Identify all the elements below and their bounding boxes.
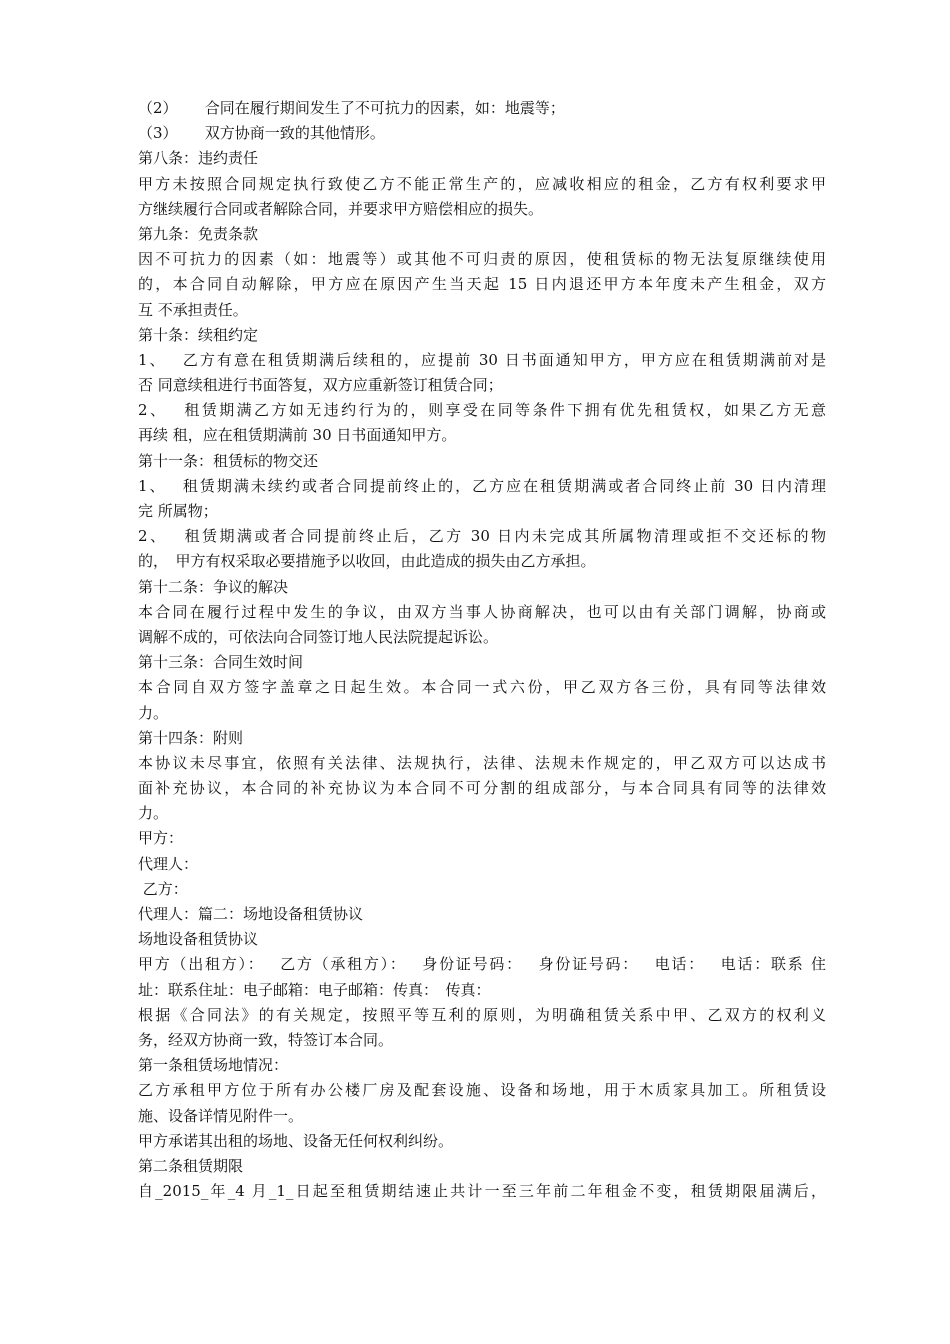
signature-label-party-b: 乙方：: [138, 879, 188, 898]
text-line: 否 同意续租进行书面答复，双方应重新签订租赁合同；: [138, 376, 503, 395]
section-heading: 第一条租赁场地情况：: [138, 1056, 289, 1075]
signature-label-party-a: 甲方：: [138, 829, 184, 848]
text-line: 自_2015_年_4 月_1_日起至租赁期结速止共计一至三年前二年租金不变，租赁期限届满后，: [138, 1182, 826, 1201]
text-line: 方继续履行合同或者解除合同，并要求甲方赔偿相应的损失。: [138, 199, 544, 218]
text-line: 甲方（出租方）： 乙方（承租方）： 身份证号码： 身份证号码： 电话： 电话：联系 住: [138, 955, 826, 974]
text-line: 互 不承担责任。: [138, 300, 248, 319]
signature-label-agent: 代理人：: [138, 854, 199, 873]
text-line: 因不可抗力的因素（如：地震等）或其他不可归责的原因，使租赁标的物无法复原继续使用: [138, 250, 826, 269]
text-line: 1、 租赁期满未续约或者合同提前终止的，乙方应在租赁期满或者合同终止前 30 日内清理: [138, 476, 826, 495]
document-page: [138, 96, 826, 1204]
document-subtitle: 场地设备租赁协议: [138, 930, 259, 949]
text-line: 力。: [138, 804, 169, 823]
text-line: 面补充协议，本合同的补充协议为本合同不可分割的组成部分，与本合同具有同等的法律效: [138, 779, 826, 798]
text-line: 甲方未按照合同规定执行致使乙方不能正常生产的，应减收相应的租金，乙方有权利要求甲: [138, 174, 826, 193]
text-line: （2） 合同在履行期间发生了不可抗力的因素，如：地震等；: [138, 99, 565, 117]
text-line: 代理人：篇二：场地设备租赁协议: [138, 905, 364, 923]
text-line: 根据《合同法》的有关规定，按照平等互利的原则，为明确租赁关系中甲、乙双方的权利义: [138, 1005, 826, 1024]
text-line: 址：联系住址：电子邮箱：电子邮箱：传真： 传真：: [138, 980, 491, 999]
section-heading: 第十二条：争议的解决: [138, 577, 289, 596]
text-line: 本协议未尽事宜，依照有关法律、法规执行，法律、法规未作规定的，甲乙双方可以达成书: [138, 753, 826, 772]
text-line: 再续 租，应在租赁期满前 30 日书面通知甲方。: [138, 426, 457, 445]
text-line: 本合同自双方签字盖章之日起生效。本合同一式六份，甲乙双方各三份，具有同等法律效: [138, 678, 826, 697]
text-line: 务，经双方协商一致，特签订本合同。: [138, 1030, 394, 1049]
text-line: 力。: [138, 703, 169, 722]
text-line: 甲方承诺其出租的场地、设备无任何权利纠纷。: [138, 1131, 454, 1150]
text-line: 2、 租赁期满或者合同提前终止后，乙方 30 日内未完成其所属物清理或拒不交还标的物: [138, 527, 826, 546]
section-heading: 第十一条：租赁标的物交还: [138, 451, 319, 470]
text-line: 本合同在履行过程中发生的争议，由双方当事人协商解决，也可以由有关部门调解，协商或: [138, 602, 826, 621]
section-heading: 第十条：续租约定: [138, 325, 259, 344]
text-line: 乙方承租甲方位于所有办公楼厂房及配套设施、设备和场地，用于木质家具加工。所租赁设: [138, 1081, 826, 1100]
text-line: 1、 乙方有意在租赁期满后续租的，应提前 30 日书面通知甲方，甲方应在租赁期满前对是: [138, 350, 826, 369]
section-heading: 第十三条：合同生效时间: [138, 653, 304, 672]
text-line: 调解不成的，可依法向合同签订地人民法院提起诉讼。: [138, 627, 499, 646]
section-heading: 第八条：违约责任: [138, 149, 259, 168]
text-line: 的，本合同自动解除，甲方应在原因产生当天起 15 日内退还甲方本年度未产生租金，双方: [138, 275, 826, 294]
section-heading: 第十四条：附则: [138, 728, 244, 747]
text-line: 2、 租赁期满乙方如无违约行为的，则享受在同等条件下拥有优先租赁权，如果乙方无意: [138, 401, 826, 420]
text-line: 完 所属物；: [138, 502, 218, 520]
section-heading: 第九条：免责条款: [138, 224, 259, 243]
text-line: 施、设备详情见附件一。: [138, 1106, 304, 1125]
text-line: 的， 甲方有权采取必要措施予以收回，由此造成的损失由乙方承担。: [138, 552, 596, 571]
text-line: （3） 双方协商一致的其他情形。: [138, 124, 385, 143]
section-heading: 第二条租赁期限: [138, 1156, 244, 1175]
